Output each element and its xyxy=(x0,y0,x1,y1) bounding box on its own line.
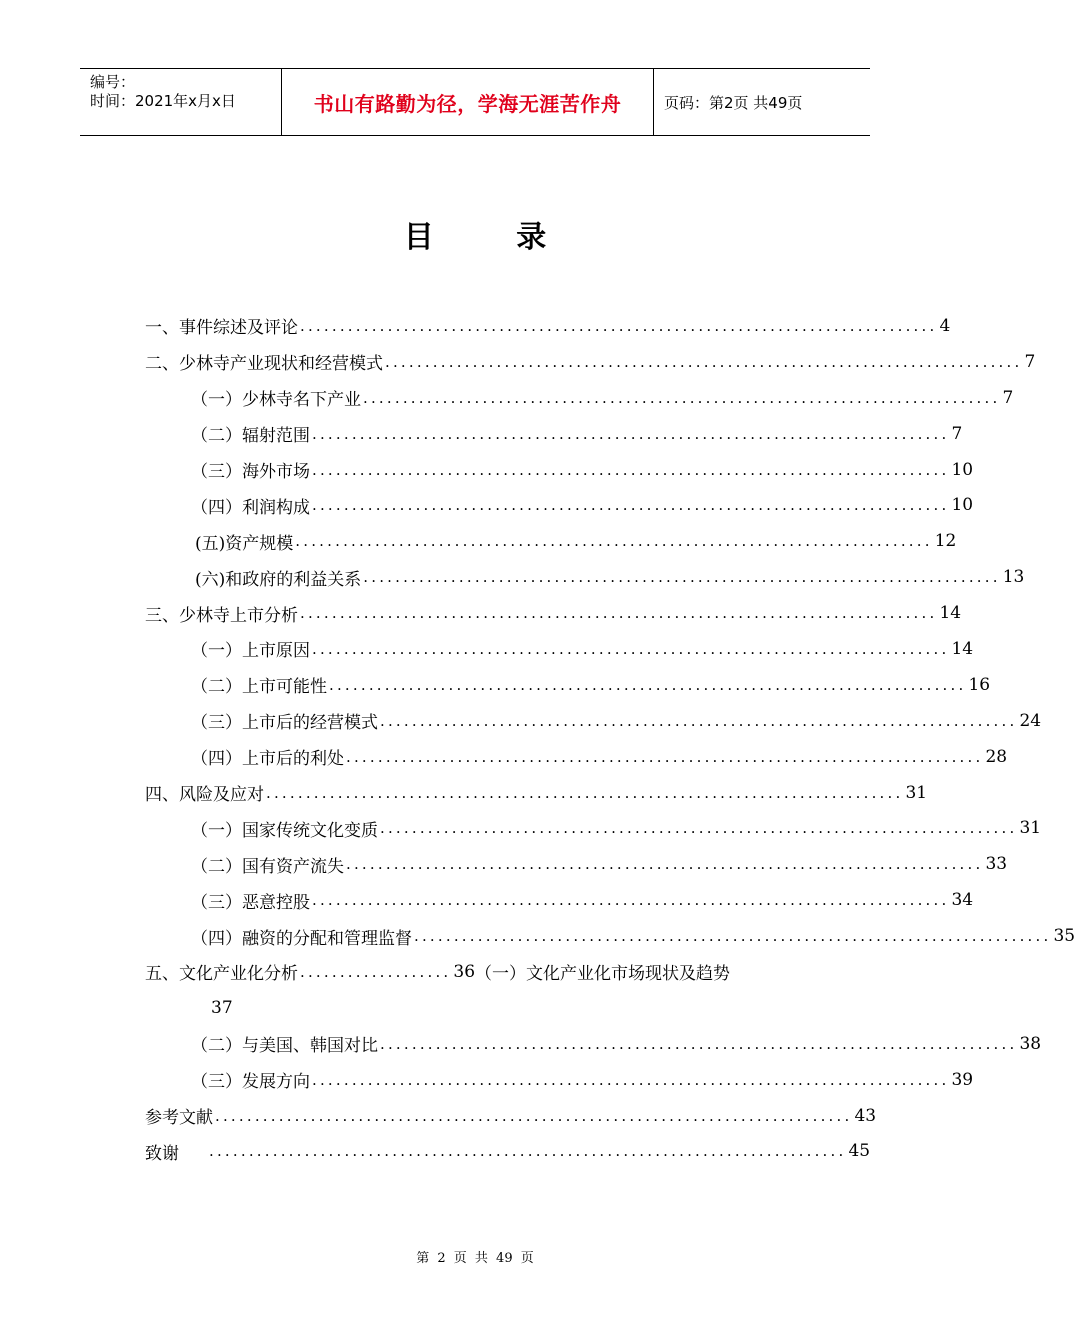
toc-entry[interactable] xyxy=(145,918,1075,954)
toc-leader: ................................................................................ xyxy=(312,1070,950,1089)
toc-entry-page: 31 xyxy=(1019,818,1042,839)
toc-entry[interactable] xyxy=(145,523,957,559)
toc-entry-page: 13 xyxy=(1002,567,1025,588)
toc-leader: ................................................................................ xyxy=(300,316,938,335)
page-title: 目 录 xyxy=(403,220,583,255)
toc-leader: ................................................................................ xyxy=(380,819,1018,838)
toc-entry-text: 四、风险及应对 xyxy=(145,785,264,806)
toc-entry-text: （二）与美国、韩国对比 xyxy=(191,1036,378,1057)
toc-entry-page: 28 xyxy=(985,746,1008,767)
toc-entry[interactable] xyxy=(145,1133,871,1169)
toc-entry[interactable] xyxy=(145,416,963,452)
toc-entry-page: 34 xyxy=(951,890,974,911)
toc-leader: ................................................................................ xyxy=(312,891,950,910)
toc-entry[interactable] xyxy=(145,703,1042,739)
toc-entry-text: 参考文献 xyxy=(145,1108,213,1129)
toc-entry-page: 7 xyxy=(1024,351,1036,372)
toc-entry[interactable] xyxy=(145,846,1008,882)
toc-leader: ................................................................................ xyxy=(363,568,1001,587)
header-time: 时间：2021年x月x日 xyxy=(90,92,236,110)
toc-entry-page: 38 xyxy=(1019,1033,1042,1054)
toc-entry[interactable] xyxy=(145,1098,877,1134)
toc-entry[interactable] xyxy=(145,739,1008,775)
toc-entry[interactable] xyxy=(145,1062,974,1098)
toc-leader: ................... xyxy=(300,962,452,981)
toc-entry-page: 33 xyxy=(985,854,1008,875)
toc-entry[interactable] xyxy=(145,882,974,918)
toc-entry[interactable] xyxy=(145,667,991,703)
toc-leader: ................................................................................ xyxy=(346,855,984,874)
toc-entry[interactable] xyxy=(145,452,974,488)
toc-entry-page: 10 xyxy=(951,459,974,480)
header-page-info: 页码：第2页 共49页 xyxy=(664,93,803,112)
page-footer: 第 2 页 共 49 页 xyxy=(416,1251,534,1266)
toc-entry-text: （一）国家传统文化变质 xyxy=(191,820,378,841)
toc-entry-page: 7 xyxy=(1002,387,1014,408)
toc-entry-text: （四）利润构成 xyxy=(191,497,310,518)
toc-entry[interactable] xyxy=(145,344,1036,380)
toc-entry-text: 致谢 xyxy=(145,1143,179,1164)
toc-leader: ................................................................................ xyxy=(209,1142,847,1161)
toc-entry-text: （三）恶意控股 xyxy=(191,892,310,913)
toc-entry-page: 37 xyxy=(211,997,233,1018)
toc-entry[interactable] xyxy=(145,954,805,990)
toc-entry-page: 16 xyxy=(968,674,991,695)
toc-entry-page: 36 xyxy=(453,961,476,982)
toc-entry-text: （二）国有资产流失 xyxy=(191,856,344,877)
toc-entry-text: (六)和政府的利益关系 xyxy=(195,569,362,590)
toc-entry[interactable] xyxy=(145,595,962,631)
toc-entry-text: 五、文化产业化分析 xyxy=(145,964,298,985)
toc-entry-page: 39 xyxy=(951,1069,974,1090)
toc-entry-text: (五)资产规模 xyxy=(195,533,294,554)
toc-entry-text: （一）少林寺名下产业 xyxy=(191,390,361,411)
toc-leader: ................................................................................ xyxy=(329,675,967,694)
toc-entry-continuation xyxy=(145,990,805,1026)
table-of-contents xyxy=(145,308,1075,1169)
toc-entry-text: （二）辐射范围 xyxy=(191,426,310,447)
toc-entry-text: （二）上市可能性 xyxy=(191,677,327,698)
toc-entry[interactable] xyxy=(145,1026,1042,1062)
toc-entry-page: 35 xyxy=(1053,926,1075,947)
toc-entry-text: （三）发展方向 xyxy=(191,1072,310,1093)
toc-leader: ................................................................................ xyxy=(266,783,904,802)
toc-entry-page: 24 xyxy=(1019,710,1042,731)
toc-entry-text: 一、事件综述及评论 xyxy=(145,318,298,339)
toc-entry-page: 14 xyxy=(939,603,962,624)
toc-entry-text: （一）上市原因 xyxy=(191,641,310,662)
toc-leader: ................................................................................ xyxy=(380,1034,1018,1053)
toc-entry-text: 三、少林寺上市分析 xyxy=(145,605,298,626)
toc-entry-text: （三）上市后的经营模式 xyxy=(191,713,378,734)
toc-entry[interactable] xyxy=(145,487,974,523)
header-motto: 书山有路勤为径，学海无涯苦作舟 xyxy=(282,69,654,135)
toc-entry-page: 10 xyxy=(951,495,974,516)
toc-entry[interactable] xyxy=(145,308,951,344)
toc-leader: ................................................................................ xyxy=(346,747,984,766)
document-header xyxy=(80,68,870,136)
toc-entry[interactable] xyxy=(145,810,1042,846)
toc-entry-text: （四）上市后的利处 xyxy=(191,749,344,770)
toc-leader: ................................................................................ xyxy=(414,927,1052,946)
toc-leader: ................................................................................ xyxy=(300,604,938,623)
toc-entry[interactable] xyxy=(145,775,928,811)
toc-entry-text: （三）海外市场 xyxy=(191,462,310,482)
toc-entry[interactable] xyxy=(145,631,974,667)
toc-leader: ................................................................................ xyxy=(312,424,950,443)
header-meta xyxy=(80,69,282,135)
toc-leader: ................................................................................ xyxy=(312,639,950,658)
toc-entry-page: 31 xyxy=(905,782,928,803)
toc-entry-page: 14 xyxy=(951,638,974,659)
toc-leader: ................................................................................ xyxy=(363,388,1001,407)
toc-entry-page: 4 xyxy=(939,315,951,336)
toc-entry-page: 43 xyxy=(854,1105,877,1126)
toc-leader: ................................................................................ xyxy=(380,711,1018,730)
toc-entry[interactable] xyxy=(145,559,1025,595)
toc-leader: ................................................................................ xyxy=(312,496,950,515)
toc-entry-page: 45 xyxy=(848,1141,871,1162)
toc-entry-page: 12 xyxy=(934,531,957,552)
toc-entry[interactable] xyxy=(145,380,1014,416)
toc-entry-text: （四）融资的分配和管理监督 xyxy=(191,928,412,949)
toc-leader: ................................................................................ xyxy=(295,532,933,551)
toc-leader: ................................................................................ xyxy=(312,460,950,479)
toc-leader: ................................................................................ xyxy=(385,352,1023,371)
toc-leader: ................................................................................ xyxy=(215,1106,853,1125)
toc-entry-page: 7 xyxy=(951,423,963,444)
toc-entry-trailing-text: （一）文化产业化市场现状及趋势 xyxy=(475,964,731,985)
header-number: 编号： xyxy=(90,73,136,91)
toc-entry-text: 二、少林寺产业现状和经营模式 xyxy=(145,354,383,375)
